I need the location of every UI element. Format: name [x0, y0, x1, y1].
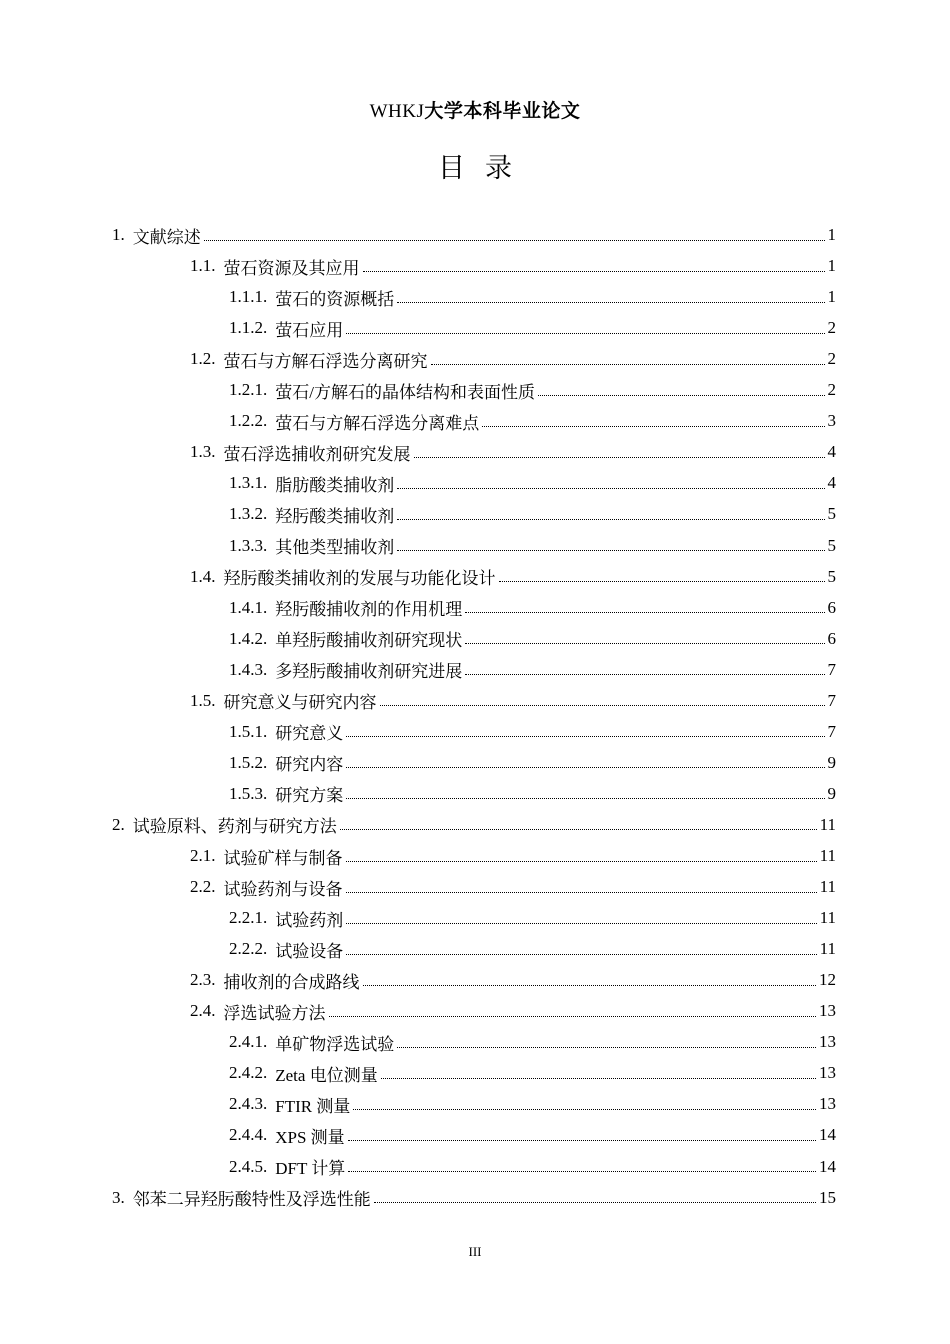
toc-entry-title: 试验矿样与制备 — [223, 848, 343, 868]
toc-entry-title: 试验原料、药剂与研究方法 — [132, 817, 337, 837]
toc-entry[interactable] — [190, 996, 836, 1026]
toc-entry-number: 1. — [112, 225, 125, 244]
toc-entry-number: 1.5.1. — [229, 721, 268, 741]
toc-entry-number: 1.4.1. — [229, 597, 268, 617]
toc-entry-number: 2.4.3. — [229, 1094, 268, 1114]
toc-entry[interactable] — [229, 1027, 836, 1057]
toc-entry[interactable] — [229, 1120, 836, 1150]
dot-leader — [397, 1047, 816, 1048]
toc-entry-number: 1.2. — [190, 349, 216, 369]
toc-entry-page: 2 — [827, 380, 836, 400]
toc-entry-page: 7 — [827, 659, 836, 679]
toc-entry-title: 萤石与方解石浮选分离难点 — [275, 413, 480, 433]
toc-entry-page: 11 — [819, 939, 836, 959]
toc-entry[interactable] — [229, 1058, 836, 1088]
toc-entry-number: 1.1.1. — [229, 287, 268, 307]
dot-leader — [397, 488, 824, 489]
dot-leader — [414, 457, 825, 458]
toc-entry-page: 6 — [827, 597, 836, 617]
dot-leader — [346, 954, 816, 955]
toc-entry-page: 13 — [819, 1032, 836, 1052]
toc-entry[interactable] — [229, 375, 836, 405]
toc-entry[interactable] — [229, 593, 836, 623]
dot-leader — [346, 798, 824, 799]
toc-entry[interactable] — [229, 748, 836, 778]
toc-entry-number: 2.1. — [190, 846, 216, 865]
dot-leader — [363, 271, 825, 272]
toc-entry-title: 其他类型捕收剂 — [275, 538, 395, 557]
toc-entry-page: 13 — [819, 1063, 836, 1083]
toc-entry-page: 3 — [827, 411, 836, 431]
toc-entry-page: 5 — [827, 535, 836, 555]
toc-entry-title: 研究内容 — [275, 755, 344, 775]
toc-entry[interactable] — [190, 251, 836, 281]
toc-entry[interactable] — [112, 810, 836, 840]
dot-leader — [329, 1016, 817, 1017]
toc-entry-number: 2.2.1. — [229, 908, 268, 928]
dot-leader — [538, 395, 825, 396]
toc-entry-title: 浮选试验方法 — [223, 1003, 326, 1023]
toc-entry-page: 14 — [819, 1125, 836, 1145]
dot-leader — [363, 985, 817, 986]
dot-leader — [465, 643, 824, 644]
toc-entry[interactable] — [229, 313, 836, 343]
dot-leader — [346, 892, 817, 893]
toc-entry-title: 萤石与方解石浮选分离研究 — [223, 351, 428, 371]
toc-entry-number: 2.4.4. — [229, 1125, 268, 1145]
toc-entry[interactable] — [229, 717, 836, 747]
toc-entry-number: 1.4.3. — [229, 659, 268, 679]
toc-entry-number: 1.4.2. — [229, 628, 268, 648]
toc-entry-number: 2.2.2. — [229, 939, 268, 959]
dot-leader — [465, 674, 824, 675]
dot-leader — [346, 736, 824, 737]
toc-entry-page: 11 — [819, 814, 836, 834]
header-university: 大学本科毕业论文 — [424, 101, 581, 122]
toc-entry[interactable] — [112, 220, 836, 250]
toc-entry-page: 1 — [827, 225, 836, 244]
toc-entry-number: 2.4.2. — [229, 1063, 268, 1083]
toc-entry[interactable] — [229, 1089, 836, 1119]
toc-entry[interactable] — [190, 562, 836, 592]
toc-entry-title: DFT 计算 — [275, 1159, 346, 1178]
toc-entry[interactable] — [190, 437, 836, 467]
toc-entry[interactable] — [229, 624, 836, 654]
toc-entry[interactable] — [229, 655, 836, 685]
dot-leader — [465, 612, 824, 613]
toc-entry-title: 试验设备 — [275, 941, 344, 961]
toc-entry-page: 7 — [827, 721, 836, 741]
toc-entry-title: 萤石应用 — [275, 320, 344, 340]
dot-leader — [348, 1140, 816, 1141]
toc-entry-number: 2. — [112, 814, 125, 834]
toc-entry-page: 2 — [827, 349, 836, 369]
toc-entry[interactable] — [229, 468, 836, 498]
dot-leader — [353, 1109, 816, 1110]
toc-entry-page: 5 — [827, 504, 836, 524]
toc-entry-title: 试验药剂 — [275, 910, 344, 930]
toc-entry-number: 2.4.1. — [229, 1032, 268, 1052]
toc-entry[interactable] — [229, 499, 836, 529]
dot-leader — [499, 581, 825, 582]
toc-entry[interactable] — [229, 1152, 836, 1182]
toc-entry-number: 1.1. — [190, 256, 216, 276]
toc-entry-title: 多羟肟酸捕收剂研究进展 — [275, 662, 463, 682]
toc-entry[interactable] — [229, 531, 836, 561]
header-prefix: WHKJ — [369, 101, 425, 122]
toc-entry-page: 6 — [827, 628, 836, 648]
dot-leader — [381, 1078, 816, 1079]
toc-entry-number: 1.5. — [190, 690, 216, 710]
dot-leader — [397, 519, 824, 520]
dot-leader — [482, 426, 824, 427]
toc-entry-page: 2 — [827, 318, 836, 338]
toc-entry-title: 单羟肟酸捕收剂研究现状 — [275, 631, 463, 651]
toc-entry-page: 13 — [819, 1094, 836, 1114]
toc-entry-page: 11 — [819, 846, 836, 865]
toc-entry[interactable] — [112, 1183, 836, 1213]
dot-leader — [380, 705, 825, 706]
toc-entry-number: 1.3.2. — [229, 504, 268, 524]
toc-entry-number: 2.3. — [190, 970, 216, 990]
toc-entry-number: 1.3. — [190, 442, 216, 462]
dot-leader — [346, 861, 817, 862]
toc-entry[interactable] — [229, 282, 836, 312]
toc-entry-number: 1.3.3. — [229, 535, 268, 555]
toc-entry[interactable] — [190, 965, 836, 995]
dot-leader — [346, 923, 816, 924]
toc-entry-page: 11 — [819, 908, 836, 928]
toc-entry-page: 9 — [827, 752, 836, 772]
dot-leader — [346, 333, 824, 334]
dot-leader — [397, 550, 824, 551]
toc-entry-title: 单矿物浮选试验 — [275, 1034, 395, 1054]
toc-entry-title: 羟肟酸类捕收剂 — [275, 506, 395, 526]
toc-entry-page: 1 — [827, 287, 836, 307]
toc-entry-title: 萤石/方解石的晶体结构和表面性质 — [275, 382, 535, 402]
toc-entry-page: 12 — [819, 970, 836, 990]
dot-leader — [374, 1202, 816, 1203]
toc-entry-title: 萤石的资源概括 — [275, 289, 395, 309]
toc-entry-title: 研究方案 — [275, 786, 344, 806]
dot-leader — [204, 240, 825, 241]
toc-entry-title: 试验药剂与设备 — [223, 879, 343, 899]
toc-entry-title: 研究意义与研究内容 — [223, 693, 377, 713]
toc-entry-number: 1.3.1. — [229, 473, 268, 493]
toc-entry[interactable] — [190, 344, 836, 374]
toc-entry-page: 13 — [819, 1001, 836, 1021]
toc-entry-number: 1.2.2. — [229, 411, 268, 431]
toc-entry-page: 11 — [819, 877, 836, 897]
toc-entry[interactable] — [190, 686, 836, 716]
dot-leader — [431, 364, 825, 365]
page-number: III — [468, 1244, 482, 1259]
toc-entry-title: 邻苯二异羟肟酸特性及浮选性能 — [132, 1190, 371, 1210]
toc-entry-page: 4 — [827, 473, 836, 493]
toc-entry-title: 文献综述 — [132, 227, 201, 247]
running-header — [0, 96, 950, 123]
toc-entry-title: 萤石浮选捕收剂研究发展 — [223, 444, 411, 464]
toc-entry[interactable] — [229, 406, 836, 436]
toc-entry-number: 1.4. — [190, 566, 216, 586]
toc-entry-number: 2.4.5. — [229, 1156, 268, 1176]
toc-entry-title: 捕收剂的合成路线 — [223, 972, 360, 992]
toc-entry[interactable] — [190, 841, 836, 871]
toc-entry-page: 4 — [827, 442, 836, 462]
toc-entry-number: 3. — [112, 1187, 125, 1207]
dot-leader — [348, 1171, 816, 1172]
toc-entry-number: 2.4. — [190, 1001, 216, 1021]
toc-entry-page: 5 — [827, 566, 836, 586]
toc-entry-number: 1.2.1. — [229, 380, 268, 400]
dot-leader — [340, 829, 817, 830]
toc-entry-title: XPS 测量 — [275, 1127, 345, 1147]
toc-entry[interactable] — [229, 903, 836, 933]
toc-entry-title: 研究意义 — [275, 724, 344, 744]
toc-entry[interactable] — [229, 779, 836, 809]
toc-entry-page: 7 — [827, 690, 836, 710]
toc-entry-page: 14 — [819, 1156, 836, 1176]
dot-leader — [346, 767, 824, 768]
toc-entry-number: 1.5.3. — [229, 783, 268, 803]
toc-entry-title: 羟肟酸类捕收剂的发展与功能化设计 — [223, 569, 496, 589]
toc-entry-number: 1.5.2. — [229, 752, 268, 772]
toc-entry-title: 羟肟酸捕收剂的作用机理 — [275, 600, 463, 620]
toc-entry-title: Zeta 电位测量 — [275, 1065, 378, 1085]
dot-leader — [397, 302, 824, 303]
toc-entry-page: 15 — [819, 1187, 836, 1207]
toc-entry-title: FTIR 测量 — [275, 1096, 351, 1116]
toc-entry-number: 2.2. — [190, 877, 216, 897]
toc-entry[interactable] — [229, 934, 836, 964]
toc-entry-number: 1.1.2. — [229, 318, 268, 338]
toc-entry[interactable] — [190, 872, 836, 902]
toc-entry-title: 脂肪酸类捕收剂 — [275, 475, 395, 495]
toc-title: 目录 — [438, 153, 532, 183]
toc-entry-page: 1 — [827, 256, 836, 276]
toc-entry-page: 9 — [827, 783, 836, 803]
toc-entry-title: 萤石资源及其应用 — [223, 258, 360, 278]
